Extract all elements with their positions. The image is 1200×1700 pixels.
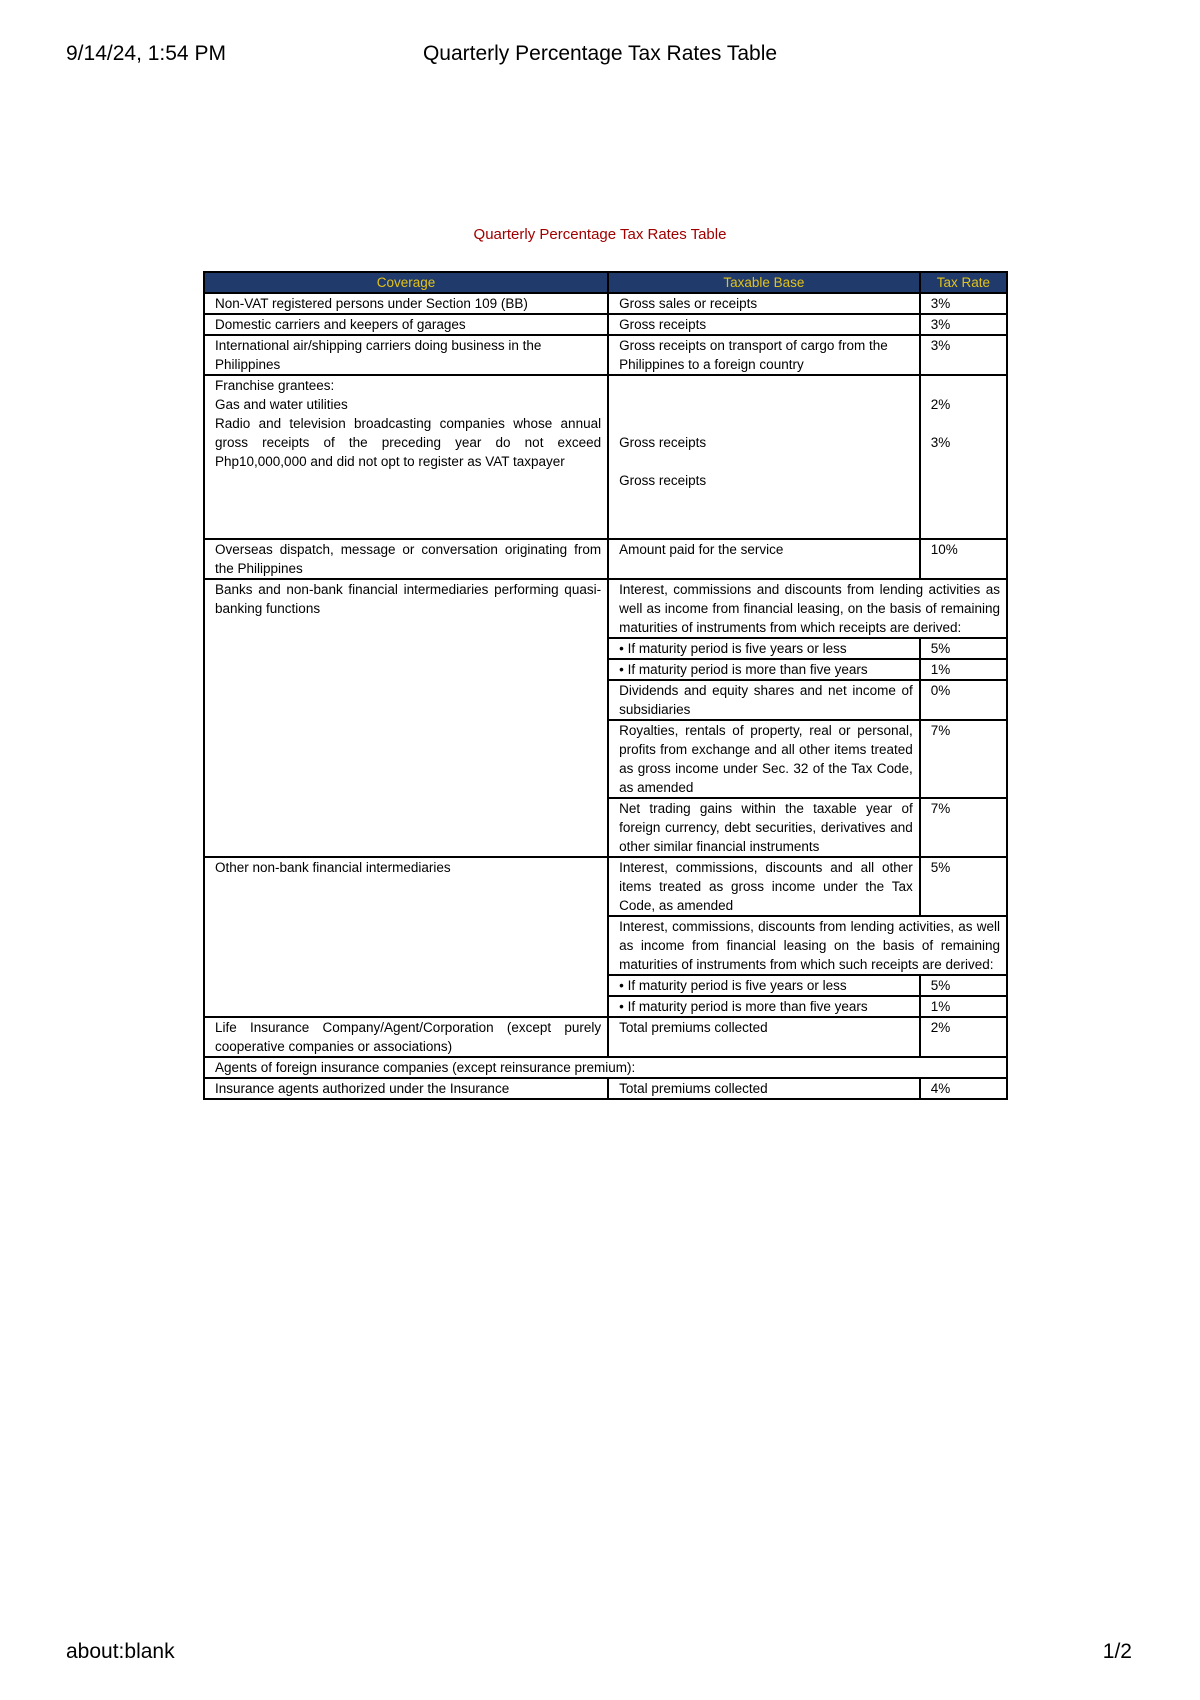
print-page-number: 1/2 bbox=[1102, 1640, 1132, 1663]
table-row bbox=[204, 314, 1007, 335]
tax-rate-cell: 5% bbox=[920, 638, 1007, 659]
tax-rate-cell: 3% bbox=[920, 314, 1007, 335]
coverage-cell: International air/shipping carriers doing business in the Philippines bbox=[204, 335, 608, 375]
franchise-gas-water: Gas and water utilities bbox=[215, 397, 348, 412]
franchise-base-b: Gross receipts bbox=[619, 473, 707, 488]
document-title: Quarterly Percentage Tax Rates Table bbox=[473, 226, 727, 243]
taxable-base-cell: Gross receipts bbox=[608, 314, 920, 335]
coverage-cell: Other non-bank financial intermediaries bbox=[204, 857, 608, 1017]
franchise-heading: Franchise grantees: bbox=[215, 378, 335, 393]
coverage-cell: Banks and non-bank financial intermediaries performing quasi-banking functions bbox=[204, 579, 608, 857]
taxable-base-cell: • If maturity period is more than five years bbox=[608, 659, 920, 680]
franchise-base-a: Gross receipts bbox=[619, 435, 707, 450]
tax-rate-cell: 5% bbox=[920, 857, 1007, 916]
coverage-cell: Overseas dispatch, message or conversation originating from the Philippines bbox=[204, 539, 608, 579]
print-page-title: Quarterly Percentage Tax Rates Table bbox=[422, 42, 778, 65]
franchise-radio-tv: Radio and television broadcasting companies whose annual gross receipts of the preceding year do not exceed Php10,000,000 and did not opt to register as VAT taxpayer bbox=[215, 416, 602, 469]
taxable-base-cell: Interest, commissions and discounts from lending activities as well as income from financial leasing, on the basis of remaining maturities of instruments from which receipts are derived: bbox=[608, 579, 1007, 638]
tax-rate-cell: 0% bbox=[920, 680, 1007, 720]
tax-rate-cell bbox=[920, 375, 1007, 539]
table-row bbox=[204, 1017, 1007, 1057]
taxable-base-cell: Total premiums collected bbox=[608, 1017, 920, 1057]
tax-rate-cell: 1% bbox=[920, 659, 1007, 680]
coverage-cell: Domestic carriers and keepers of garages bbox=[204, 314, 608, 335]
table-row bbox=[204, 375, 1007, 539]
taxable-base-cell: Net trading gains within the taxable year of foreign currency, debt securities, derivatives and other similar financial instruments bbox=[608, 798, 920, 857]
table-header-row bbox=[204, 272, 1007, 293]
tax-rates-table bbox=[203, 271, 1008, 1100]
taxable-base-cell: Amount paid for the service bbox=[608, 539, 920, 579]
taxable-base-cell bbox=[608, 375, 920, 539]
table-row bbox=[204, 539, 1007, 579]
tax-rate-cell: 10% bbox=[920, 539, 1007, 579]
table-row bbox=[204, 1057, 1007, 1078]
taxable-base-cell: Gross sales or receipts bbox=[608, 293, 920, 314]
taxable-base-cell: Gross receipts on transport of cargo from the Philippines to a foreign country bbox=[608, 335, 920, 375]
table-row bbox=[204, 857, 1007, 916]
tax-rate-cell: 7% bbox=[920, 798, 1007, 857]
coverage-cell: Non-VAT registered persons under Section 109 (BB) bbox=[204, 293, 608, 314]
taxable-base-cell: Total premiums collected bbox=[608, 1078, 920, 1099]
taxable-base-cell: Dividends and equity shares and net income of subsidiaries bbox=[608, 680, 920, 720]
header-taxable-base: Taxable Base bbox=[608, 272, 920, 293]
print-url: about:blank bbox=[66, 1640, 175, 1663]
tax-rate-cell: 7% bbox=[920, 720, 1007, 798]
franchise-rate-a: 2% bbox=[930, 397, 951, 412]
taxable-base-cell: Interest, commissions, discounts and all other items treated as gross income under the Tax Code, as amended bbox=[608, 857, 920, 916]
coverage-cell bbox=[204, 375, 608, 539]
tax-rate-cell: 4% bbox=[920, 1078, 1007, 1099]
tax-rate-cell: 3% bbox=[920, 293, 1007, 314]
taxable-base-cell: Royalties, rentals of property, real or personal, profits from exchange and all other items treated as gross income under Sec. 32 of the Tax Code, as amended bbox=[608, 720, 920, 798]
tax-rate-cell: 5% bbox=[920, 975, 1007, 996]
header-tax-rate: Tax Rate bbox=[920, 272, 1007, 293]
taxable-base-cell: Interest, commissions, discounts from lending activities, as well as income from financial leasing on the basis of remaining maturities of instruments from which such receipts are derived: bbox=[608, 916, 1007, 975]
taxable-base-cell: • If maturity period is five years or less bbox=[608, 975, 920, 996]
tax-rate-cell: 2% bbox=[920, 1017, 1007, 1057]
section-header-cell: Agents of foreign insurance companies (except reinsurance premium): bbox=[204, 1057, 1007, 1078]
table-row bbox=[204, 335, 1007, 375]
table-row bbox=[204, 293, 1007, 314]
taxable-base-cell: • If maturity period is more than five years bbox=[608, 996, 920, 1017]
table-row bbox=[204, 1078, 1007, 1099]
franchise-rate-b: 3% bbox=[930, 435, 951, 450]
header-coverage: Coverage bbox=[204, 272, 608, 293]
table-row bbox=[204, 579, 1007, 638]
taxable-base-cell: • If maturity period is five years or less bbox=[608, 638, 920, 659]
coverage-cell: Life Insurance Company/Agent/Corporation (except purely cooperative companies or associations) bbox=[204, 1017, 608, 1057]
tax-rate-cell: 1% bbox=[920, 996, 1007, 1017]
coverage-cell: Insurance agents authorized under the Insurance bbox=[204, 1078, 608, 1099]
tax-rate-cell: 3% bbox=[920, 335, 1007, 375]
print-datetime: 9/14/24, 1:54 PM bbox=[66, 42, 226, 65]
